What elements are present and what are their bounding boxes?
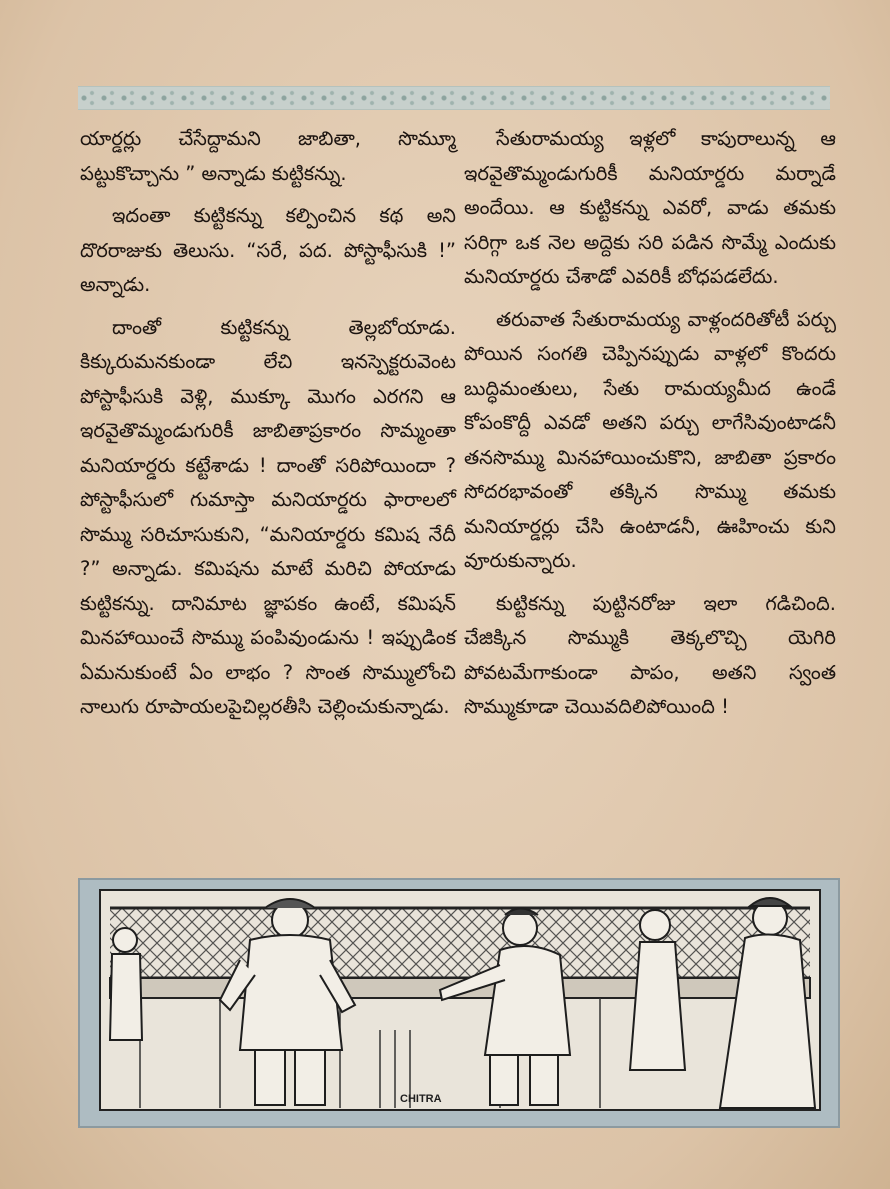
illustration-drawing bbox=[80, 880, 838, 1126]
paragraph: తరువాత సేతురామయ్య వాళ్లందరితోటీ పర్చు పోయిన సంగతి చెప్పినప్పుడు వాళ్లలో కొందరు బుద్ధిమంతులు, సేతు రామయ్యమీద ఉండే కోపంకొద్దీ ఎవడో అతని పర్చు లాగేసివుంటాడనీ తనసొమ్ము మినహాయించుకొని, జాబితా ప్రకారం సోదరభావంతో తక్కిన సొమ్ము తమకు మనియార్డర్లు చేసి ఉంటాడనీ, ఊహించు కుని వూరుకున్నారు. bbox=[464, 307, 836, 572]
decorative-border-strip bbox=[78, 86, 830, 110]
paragraph: సేతురామయ్య ఇళ్లలో కాపురాలున్న ఆ ఇరవైతొమ్మండుగురికీ మనియార్డరు మర్నాడే అందేయి. ఆ కుట్టికన్ను ఎవరో, వాడు తమకు సరిగ్గా ఒక నెల అద్దెకు సరి పడిన సొమ్మే ఎందుకు మనియార్డరు చేశాడో ఎవరికీ బోధపడలేదు. bbox=[464, 127, 836, 288]
paragraph: కుట్టికన్ను పుట్టినరోజు ఇలా గడిచింది. చేజిక్కిన సొమ్ముకి తెక్కలొచ్చి యెగిరి పోవటమేగాకుండా పాపం, అతని స్వంత సొమ్ముకూడా చెయివదిలిపోయింది ! bbox=[464, 591, 836, 718]
post-office-illustration bbox=[78, 878, 840, 1128]
paragraph: ఇదంతా కుట్టికన్ను కల్పించిన కథ అని దొరరాజుకు తెలుసు. “సరే, పద. పోస్టాఫీసుకి !” అన్నాడు. bbox=[80, 204, 456, 296]
paragraph: యార్డర్లు చేసేద్దామని జాబితా, సొమ్మూ పట్టుకొచ్చాను ” అన్నాడు కుట్టికన్ను. bbox=[80, 127, 456, 185]
artist-signature: CHITRA bbox=[400, 1093, 442, 1105]
right-text-column bbox=[464, 122, 836, 733]
paragraph: దాంతో కుట్టికన్ను తెల్లబోయాడు. కిక్కురుమనకుండా లేచి ఇనస్పెక్టరువెంట పోస్టాఫీసుకి వెళ్లి, ముక్కూ మొగం ఎరగని ఆ ఇరవైతొమ్మండుగురికీ జాబితాప్రకారం సొమ్మంతా మనియార్డరు కట్టేశాడు ! దాంతో సరిపోయిందా ? పోస్టాఫీసులో గుమాస్తా మనియార్డరు ఫారాలలో సొమ్ము సరిచూసుకుని, “మనియార్డరు కమిష నేదీ ?” అన్నాడు. కమిషను మాటే మరిచి పోయాడు కుట్టికన్ను. దానిమాట జ్ఞాపకం ఉంటే, కమిషన్ మినహాయించే సొమ్ము పంపివుండును ! ఇప్పుడింక ఏమనుకుంటే ఏం లాభం ? సొంత సొమ్ములోంచి నాలుగు రూపాయలపైచిల్లరతీసి చెల్లించుకున్నాడు. bbox=[80, 315, 456, 718]
left-text-column bbox=[80, 122, 456, 733]
